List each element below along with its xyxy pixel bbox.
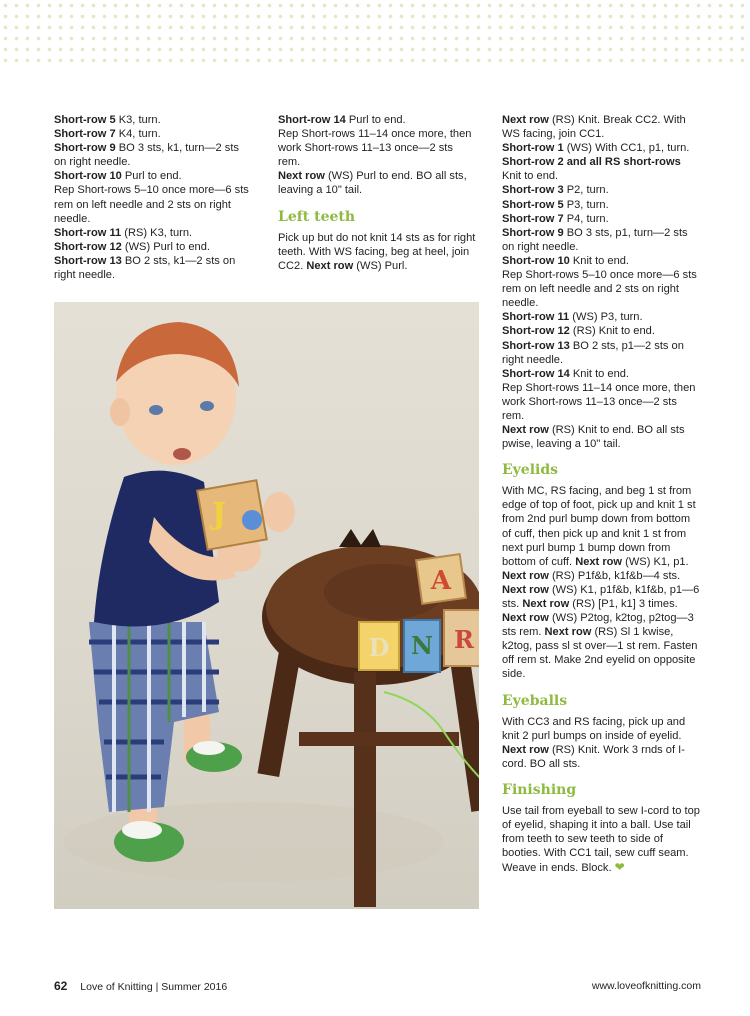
row-label: Short-row 12 <box>54 240 122 253</box>
left-teeth-paragraph: Pick up but do not knit 14 sts as for right teeth. With WS facing, beg at heel, join CC2. Next row (WS) Purl. <box>278 231 476 272</box>
col2-lines <box>278 113 478 198</box>
row-text: (WS) P2tog, k2tog, p2tog—3 sts rem. <box>502 612 694 639</box>
instruction-line <box>502 324 702 338</box>
row-text: P4, turn. <box>563 212 609 225</box>
row-text: (RS) [P1, k1] 3 times. <box>569 598 678 610</box>
instruction-line <box>502 141 702 155</box>
block-letter-n: N <box>411 631 433 660</box>
col1-lines <box>54 113 254 282</box>
block-yellow <box>359 622 399 670</box>
instruction-line <box>54 240 254 254</box>
photo-illustration <box>54 302 479 909</box>
row-text: K4, turn. <box>115 128 161 141</box>
row-text: BO 2 sts, p1—2 sts on right needle. <box>502 339 684 366</box>
row-label: Next row <box>544 626 592 639</box>
instruction-line <box>502 367 702 381</box>
instruction-line <box>54 113 254 127</box>
instruction-line <box>54 254 254 282</box>
instruction-line <box>54 169 254 183</box>
row-label: Next row <box>522 598 570 610</box>
row-label: Short-row 14 <box>502 367 570 380</box>
row-text: Knit to end. <box>569 367 630 380</box>
row-label: Short-row 9 <box>54 142 116 155</box>
row-label: Short-row 7 <box>502 212 564 225</box>
instruction-line <box>502 212 702 226</box>
column-2 <box>278 113 478 273</box>
row-text: BO 3 sts, k1, turn—2 sts on right needle. <box>54 142 239 169</box>
row-text: Rep Short-rows 5–10 once more—6 sts rem on left needle and 2 sts on right needle. <box>502 269 697 310</box>
row-label: Next row <box>575 555 623 568</box>
row-text: With MC, RS facing, and beg 1 st from edge of top of foot, pick up and knit 1 st from 2nd purl bump down from bottom of cuff, then pick up and knit 1 st from next purl bump 1 bump down from bottom of cuff. <box>502 485 696 568</box>
row-text: (WS) P3, turn. <box>569 311 643 324</box>
left-teeth-heading: Left teeth <box>278 208 356 225</box>
instruction-line <box>54 226 254 240</box>
row-text: (RS) Knit to end. BO all sts pwise, leaving a 10" tail. <box>502 424 685 451</box>
finishing-paragraph: Use tail from eyeball to sew I-cord to top of eyelid, shaping it into a ball. Use tail from teeth to sew teeth to side of booties. With CC1 tail, sew cuff seam. Weave in ends. Block. ❤ <box>502 804 700 875</box>
row-text: (RS) Sl 1 kwise, k2tog, pass sl st over—1 st rem. Fasten off rem st. Make 2nd eyelid on opposite side. <box>502 626 698 681</box>
row-text: (RS) K3, turn. <box>121 226 193 239</box>
row-label: Short-row 10 <box>54 170 122 183</box>
row-text: Purl to end. <box>121 170 182 183</box>
row-label: Short-row 7 <box>54 128 116 141</box>
page-number: 62 <box>54 979 68 993</box>
eyelids-paragraph <box>502 484 702 681</box>
row-text: (RS) Knit. Work 3 rnds of I-cord. BO all sts. <box>502 743 685 770</box>
row-label: Short-row 14 <box>278 114 346 126</box>
photo-toddler-with-blocks <box>54 302 479 909</box>
block-right <box>444 610 479 666</box>
finishing-heading: Finishing <box>502 781 577 798</box>
row-text: P2, turn. <box>563 184 609 197</box>
instruction-line <box>502 113 702 141</box>
instruction-line <box>502 381 702 423</box>
page-footer <box>54 978 701 994</box>
row-label: Short-row 9 <box>502 226 564 239</box>
instruction-line <box>278 113 478 127</box>
heart-end-icon: ❤ <box>614 860 625 875</box>
row-text: (RS) Knit. Break CC2. With WS facing, join CC1. <box>502 114 686 141</box>
row-text: (WS) K1, p1f&b, k1f&b, p1—6 sts. <box>502 583 700 610</box>
block-letter-r: R <box>454 625 474 654</box>
row-text: Rep Short-rows 5–10 once more—6 sts rem on left needle and 2 sts on right needle. <box>54 184 249 225</box>
row-label: Short-row 11 <box>502 311 570 324</box>
row-text: Knit to end. <box>502 170 559 183</box>
row-label: Short-row 5 <box>502 198 564 211</box>
row-text: (WS) Purl to end. <box>121 240 210 253</box>
block-letter-a: A <box>430 566 452 596</box>
row-text: (RS) P1f&b, k1f&b—4 sts. <box>548 569 681 582</box>
row-text: Rep Short-rows 11–14 once more, then work Short-rows 11–13 once—2 sts rem. <box>502 381 696 422</box>
row-text: (WS) K1, p1. <box>622 555 689 568</box>
row-text: Purl to end. <box>345 114 406 126</box>
row-text: (WS) With CC1, p1, turn. <box>563 142 690 155</box>
row-label: Short-row 11 <box>54 226 122 239</box>
row-text: (RS) Knit to end. <box>569 325 655 338</box>
block-letter-d: D <box>368 633 390 662</box>
row-label: Short-row 1 <box>502 142 564 155</box>
website-link[interactable]: www.loveofknitting.com <box>591 980 701 992</box>
instruction-line <box>54 183 254 225</box>
row-text: BO 3 sts, p1, turn—2 sts on right needle. <box>502 226 688 253</box>
instruction-line <box>502 155 702 183</box>
row-text: K3, turn. <box>115 114 161 126</box>
row-label: Short-row 2 and all RS short-rows <box>502 156 681 169</box>
instruction-line <box>502 423 702 451</box>
row-text: With CC3 and RS facing, pick up and knit 2 purl bumps on inside of eyelid. <box>502 715 686 742</box>
row-text: P3, turn. <box>563 198 609 211</box>
instruction-line <box>278 127 478 169</box>
row-label: Short-row 13 <box>502 339 570 352</box>
row-text: Rep Short-rows 11–14 once more, then work Short-rows 11–13 once—2 sts rem. <box>278 128 472 169</box>
instruction-line <box>502 310 702 324</box>
held-block-letter: J <box>211 497 227 532</box>
instruction-line <box>278 169 478 197</box>
dotted-header-band <box>0 0 750 62</box>
row-text: (WS) Purl to end. BO all sts, leaving a 10" tail. <box>278 170 467 197</box>
row-label: Short-row 13 <box>54 254 122 267</box>
magazine-issue: | Summer 2016 <box>152 981 228 993</box>
instruction-line <box>502 254 702 268</box>
row-label: Short-row 10 <box>502 254 570 267</box>
block-top <box>416 554 466 604</box>
instruction-line <box>502 339 702 367</box>
row-label: Next row <box>502 583 549 596</box>
block-blue <box>404 620 440 672</box>
toddler <box>89 322 295 862</box>
eyeballs-heading: Eyeballs <box>502 692 568 709</box>
row-label: Short-row 5 <box>54 114 116 126</box>
instruction-line <box>502 226 702 254</box>
column-3 <box>502 113 702 875</box>
eyeballs-paragraph <box>502 715 702 771</box>
eyelids-heading: Eyelids <box>502 462 559 479</box>
instruction-line <box>502 198 702 212</box>
row-label: Short-row 3 <box>502 184 564 197</box>
instruction-line <box>54 141 254 169</box>
row-text: BO 2 sts, k1—2 sts on right needle. <box>54 254 236 282</box>
column-1 <box>54 113 254 282</box>
row-label: Next row <box>502 114 549 126</box>
row-label: Next row <box>502 743 549 756</box>
row-label: Short-row 12 <box>502 325 570 338</box>
row-label: Next row <box>502 569 549 582</box>
row-label: Next row <box>502 612 549 625</box>
row-label: Next row <box>502 424 549 437</box>
row-text: Knit to end. <box>569 254 630 267</box>
instruction-line <box>54 127 254 141</box>
magazine-name: Love of Knitting <box>80 981 153 993</box>
col3-lines <box>502 113 702 451</box>
row-label: Next row <box>278 170 325 183</box>
instruction-line <box>502 183 702 197</box>
instruction-line <box>502 268 702 310</box>
